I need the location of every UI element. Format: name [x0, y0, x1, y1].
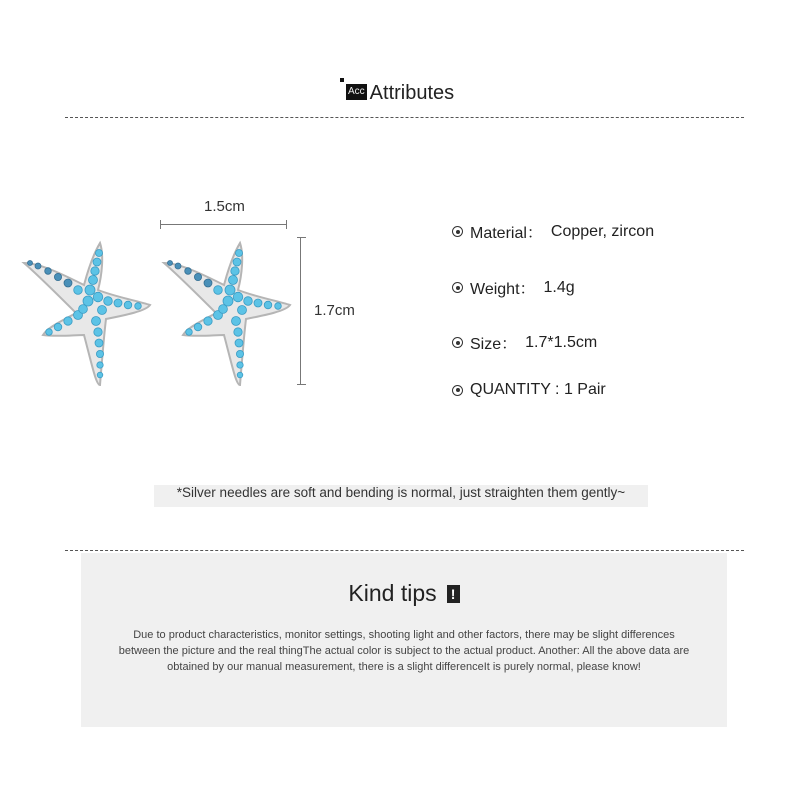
spec-value: 1.4g [543, 278, 575, 296]
width-dimension-line [160, 224, 287, 225]
spec-label: Material： [470, 225, 543, 242]
kind-tips-title: Kind tips [348, 580, 437, 606]
bullet-icon [452, 282, 463, 293]
section-title: Attributes [369, 82, 455, 104]
spec-weight [452, 276, 575, 299]
care-note: *Silver needles are soft and bending is normal, just straighten them gently~ [154, 485, 648, 507]
kind-tips-heading [81, 580, 727, 607]
spec-value: Copper, zircon [550, 222, 655, 240]
height-label: 1.7cm [314, 302, 355, 319]
spec-label: Size： [470, 336, 518, 353]
spec-label: Weight： [470, 281, 536, 298]
divider-bottom [65, 550, 744, 551]
header-badge: Acc [346, 84, 367, 100]
exclamation-icon: ! [447, 585, 460, 603]
spec-label: QUANTITY : 1 Pair [470, 381, 606, 398]
spec-material [452, 220, 654, 243]
height-dimension-line [300, 237, 301, 385]
bullet-icon [452, 337, 463, 348]
header-dot [340, 78, 344, 82]
section-header [340, 78, 454, 108]
spec-size [452, 331, 597, 354]
spec-quantity [452, 381, 606, 399]
bullet-icon [452, 226, 463, 237]
bullet-icon [452, 385, 463, 396]
divider-top [65, 117, 744, 118]
width-label: 1.5cm [204, 198, 245, 215]
kind-tips-body: Due to product characteristics, monitor settings, shooting light and other factors, there may be slight differences between the picture and the real thingThe actual color is subject to the actual product. Another: All the above data are obtained by our manual measurement, there is a slight differenceIt is purely normal, please know! [118, 629, 690, 673]
spec-value: 1.7*1.5cm [525, 333, 598, 351]
kind-tips-panel [81, 553, 727, 727]
starfish-earrings-image [18, 230, 298, 395]
